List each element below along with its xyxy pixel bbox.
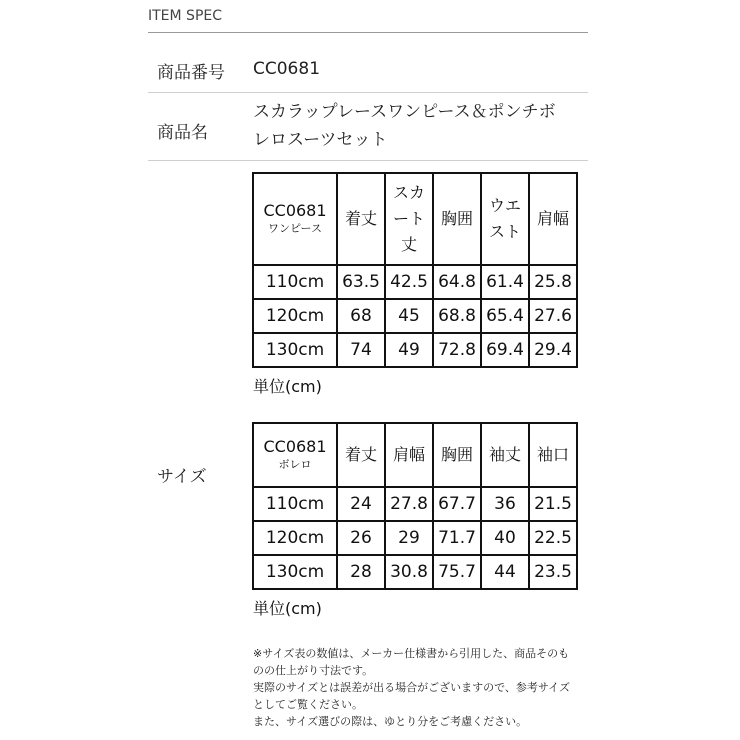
- table-cell: 24: [337, 487, 385, 521]
- table-cell: 130cm: [253, 555, 337, 589]
- note-line: ※サイズ表の数値は、メーカー仕様書から引用した、商品そのも: [253, 647, 570, 660]
- table-header-cell: 袖口: [529, 423, 577, 487]
- table-header-cell: 肩幅: [385, 423, 433, 487]
- dress-unit-label: 単位(cm): [253, 377, 322, 396]
- divider: [148, 160, 588, 161]
- table-header-row: [253, 173, 577, 265]
- table-cell: 30.8: [385, 555, 433, 589]
- table-header-code: CC0681 ボレロ: [253, 423, 337, 487]
- table-cell: 68.8: [433, 299, 481, 333]
- product-name-label: 商品名: [157, 123, 208, 143]
- section-header: ITEM SPEC: [148, 8, 588, 33]
- table-cell: 25.8: [529, 265, 577, 299]
- table-header-cell: 肩幅: [529, 173, 577, 265]
- table-cell: 63.5: [337, 265, 385, 299]
- table-cell: 110cm: [253, 265, 337, 299]
- size-notes: [253, 645, 593, 730]
- table-row: [253, 555, 577, 589]
- table-cell: 23.5: [529, 555, 577, 589]
- table-header-row: [253, 423, 577, 487]
- table-cell: 110cm: [253, 487, 337, 521]
- table-cell: 27.8: [385, 487, 433, 521]
- table-cell: 22.5: [529, 521, 577, 555]
- table-header-cell: 着丈: [337, 173, 385, 265]
- table-cell: 27.6: [529, 299, 577, 333]
- table-cell: 71.7: [433, 521, 481, 555]
- table-cell: 26: [337, 521, 385, 555]
- product-name-line2: レロスーツセット: [253, 130, 388, 150]
- product-code-value: CC0681: [253, 59, 321, 79]
- size-label: サイズ: [157, 467, 207, 487]
- note-line: また、サイズ選びの際は、ゆとり分をご考慮ください。: [253, 715, 528, 728]
- table-cell: 69.4: [481, 333, 529, 367]
- table-cell: 21.5: [529, 487, 577, 521]
- table-row: [253, 487, 577, 521]
- table-cell: 64.8: [433, 265, 481, 299]
- table-cell: 75.7: [433, 555, 481, 589]
- bolero-unit-label: 単位(cm): [253, 599, 322, 618]
- table-cell: 120cm: [253, 299, 337, 333]
- table-header-cell: ウエ スト: [481, 173, 529, 265]
- table-cell: 61.4: [481, 265, 529, 299]
- table-header-cell: 胸囲: [433, 423, 481, 487]
- product-code-label: 商品番号: [157, 63, 225, 83]
- table-cell: 45: [385, 299, 433, 333]
- table-row: [253, 521, 577, 555]
- table-header-cell: スカ ート 丈: [385, 173, 433, 265]
- table-cell: 44: [481, 555, 529, 589]
- table-cell: 67.7: [433, 487, 481, 521]
- table-cell: 74: [337, 333, 385, 367]
- table-cell: 29.4: [529, 333, 577, 367]
- table-cell: 29: [385, 521, 433, 555]
- table-cell: 28: [337, 555, 385, 589]
- table-cell: 65.4: [481, 299, 529, 333]
- table-cell: 42.5: [385, 265, 433, 299]
- dress-size-table: [252, 172, 578, 368]
- divider: [148, 92, 588, 93]
- table-header-cell: 着丈: [337, 423, 385, 487]
- table-row: [253, 299, 577, 333]
- note-line: 実際のサイズとは誤差が出る場合がございますので、参考サイズ: [253, 681, 571, 694]
- table-cell: 120cm: [253, 521, 337, 555]
- note-line: のの仕上がり寸法です。: [253, 664, 374, 677]
- table-cell: 72.8: [433, 333, 481, 367]
- table-cell: 36: [481, 487, 529, 521]
- table-cell: 40: [481, 521, 529, 555]
- table-header-cell: 袖丈: [481, 423, 529, 487]
- note-line: としてご覧ください。: [253, 698, 363, 711]
- table-row: [253, 333, 577, 367]
- table-cell: 49: [385, 333, 433, 367]
- table-cell: 130cm: [253, 333, 337, 367]
- table-row: [253, 265, 577, 299]
- product-name-value: [253, 98, 583, 154]
- bolero-size-table: [252, 422, 578, 590]
- product-name-line1: スカラップレースワンピース＆ポンチボ: [253, 102, 556, 122]
- table-header-code: CC0681 ワンピース: [253, 173, 337, 265]
- table-header-cell: 胸囲: [433, 173, 481, 265]
- table-cell: 68: [337, 299, 385, 333]
